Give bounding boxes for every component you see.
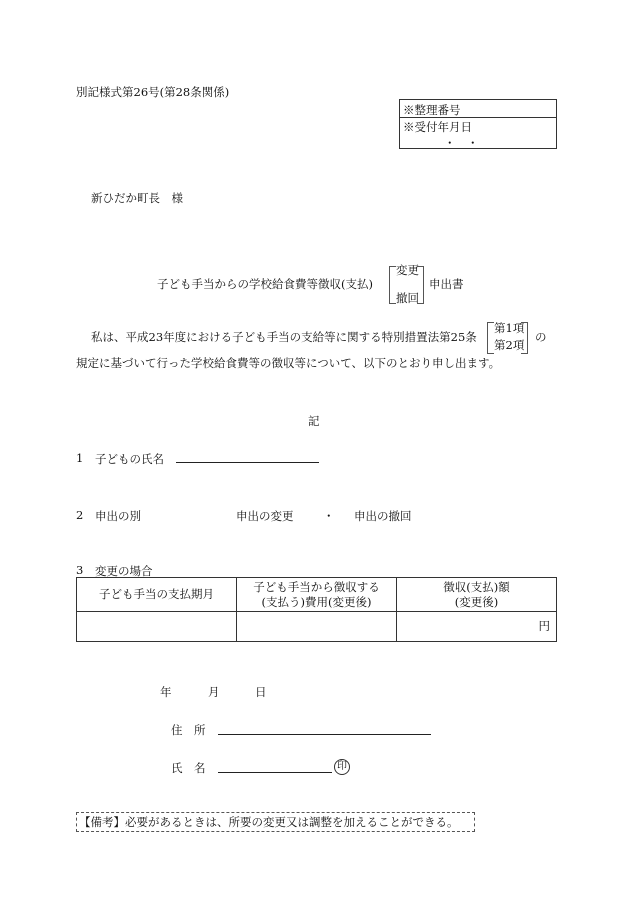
address-field[interactable]	[218, 734, 431, 735]
item2-label: 申出の別	[95, 509, 141, 523]
office-use-box	[399, 99, 557, 149]
seal-mark: 印	[334, 759, 350, 775]
applicant-name-field[interactable]	[218, 772, 332, 773]
item2-number: 2	[76, 508, 84, 522]
title-option-withdraw: 撤回	[396, 291, 419, 305]
header-collected-amount	[397, 578, 557, 612]
name-label: 氏 名	[171, 761, 206, 775]
header-collected-expense-line-1: 子ども手当から徴収する	[253, 579, 380, 594]
option-bracket-right	[417, 266, 424, 304]
change-table	[76, 577, 557, 642]
title-suffix: 申出書	[429, 277, 464, 291]
collected-expense-cell[interactable]	[237, 612, 397, 642]
yen-unit: 円	[538, 619, 550, 633]
remarks-note: 【備考】必要があるときは、所要の変更又は調整を加えることができる。	[76, 812, 475, 832]
address-label: 住 所	[171, 723, 206, 737]
date-month: 月	[208, 685, 220, 699]
header-collected-expense	[237, 578, 397, 612]
header-payment-month: 子ども手当の支払期月	[77, 578, 237, 612]
header-collected-amount-line-1: 徴収(支払)額	[443, 579, 510, 594]
header-collected-amount-line-2: (変更後)	[454, 594, 499, 609]
item3-number: 3	[76, 563, 84, 577]
item1-number: 1	[76, 451, 84, 465]
payment-month-cell[interactable]	[77, 612, 237, 642]
table-row	[77, 612, 557, 642]
header-collected-expense-line-2: (支払う)費用(変更後)	[261, 594, 372, 609]
option-withdraw-request[interactable]: 申出の撤回	[354, 509, 412, 523]
received-date-separators: ・ ・	[444, 136, 479, 150]
preamble-particle: の	[535, 330, 547, 344]
paragraph-bracket-right	[521, 322, 528, 354]
option-change-request[interactable]: 申出の変更	[236, 509, 294, 523]
office-box-divider	[400, 117, 556, 118]
table-header-row	[77, 578, 557, 612]
item1-label: 子どもの氏名	[95, 452, 164, 466]
preamble-line-2: 規定に基づいて行った学校給食費等の徴収等について、以下のとおり申し出ます。	[76, 356, 501, 370]
child-name-field[interactable]	[176, 462, 319, 463]
title-option-change: 変更	[396, 263, 419, 277]
addressee: 新ひだか町長 様	[91, 191, 183, 205]
preamble-line-1: 私は、平成23年度における子ども手当の支給等に関する特別措置法第25条	[91, 330, 477, 344]
paragraph-option-1: 第1項	[494, 321, 525, 335]
paragraph-bracket-left	[487, 322, 494, 354]
paragraph-option-2: 第2項	[494, 338, 525, 352]
option-bracket-left	[389, 266, 396, 304]
form-number: 別記様式第26号(第28条関係)	[76, 85, 230, 99]
received-date-label: ※受付年月日	[403, 120, 472, 134]
reference-number-label: ※整理番号	[403, 103, 461, 117]
collected-amount-cell[interactable]	[397, 612, 557, 642]
option-separator: ・	[323, 509, 335, 523]
item3-label: 変更の場合	[95, 564, 153, 578]
form-title: 子ども手当からの学校給食費等徴収(支払)	[157, 277, 373, 291]
record-heading: 記	[308, 414, 320, 428]
date-day: 日	[255, 685, 267, 699]
date-year: 年	[160, 685, 172, 699]
